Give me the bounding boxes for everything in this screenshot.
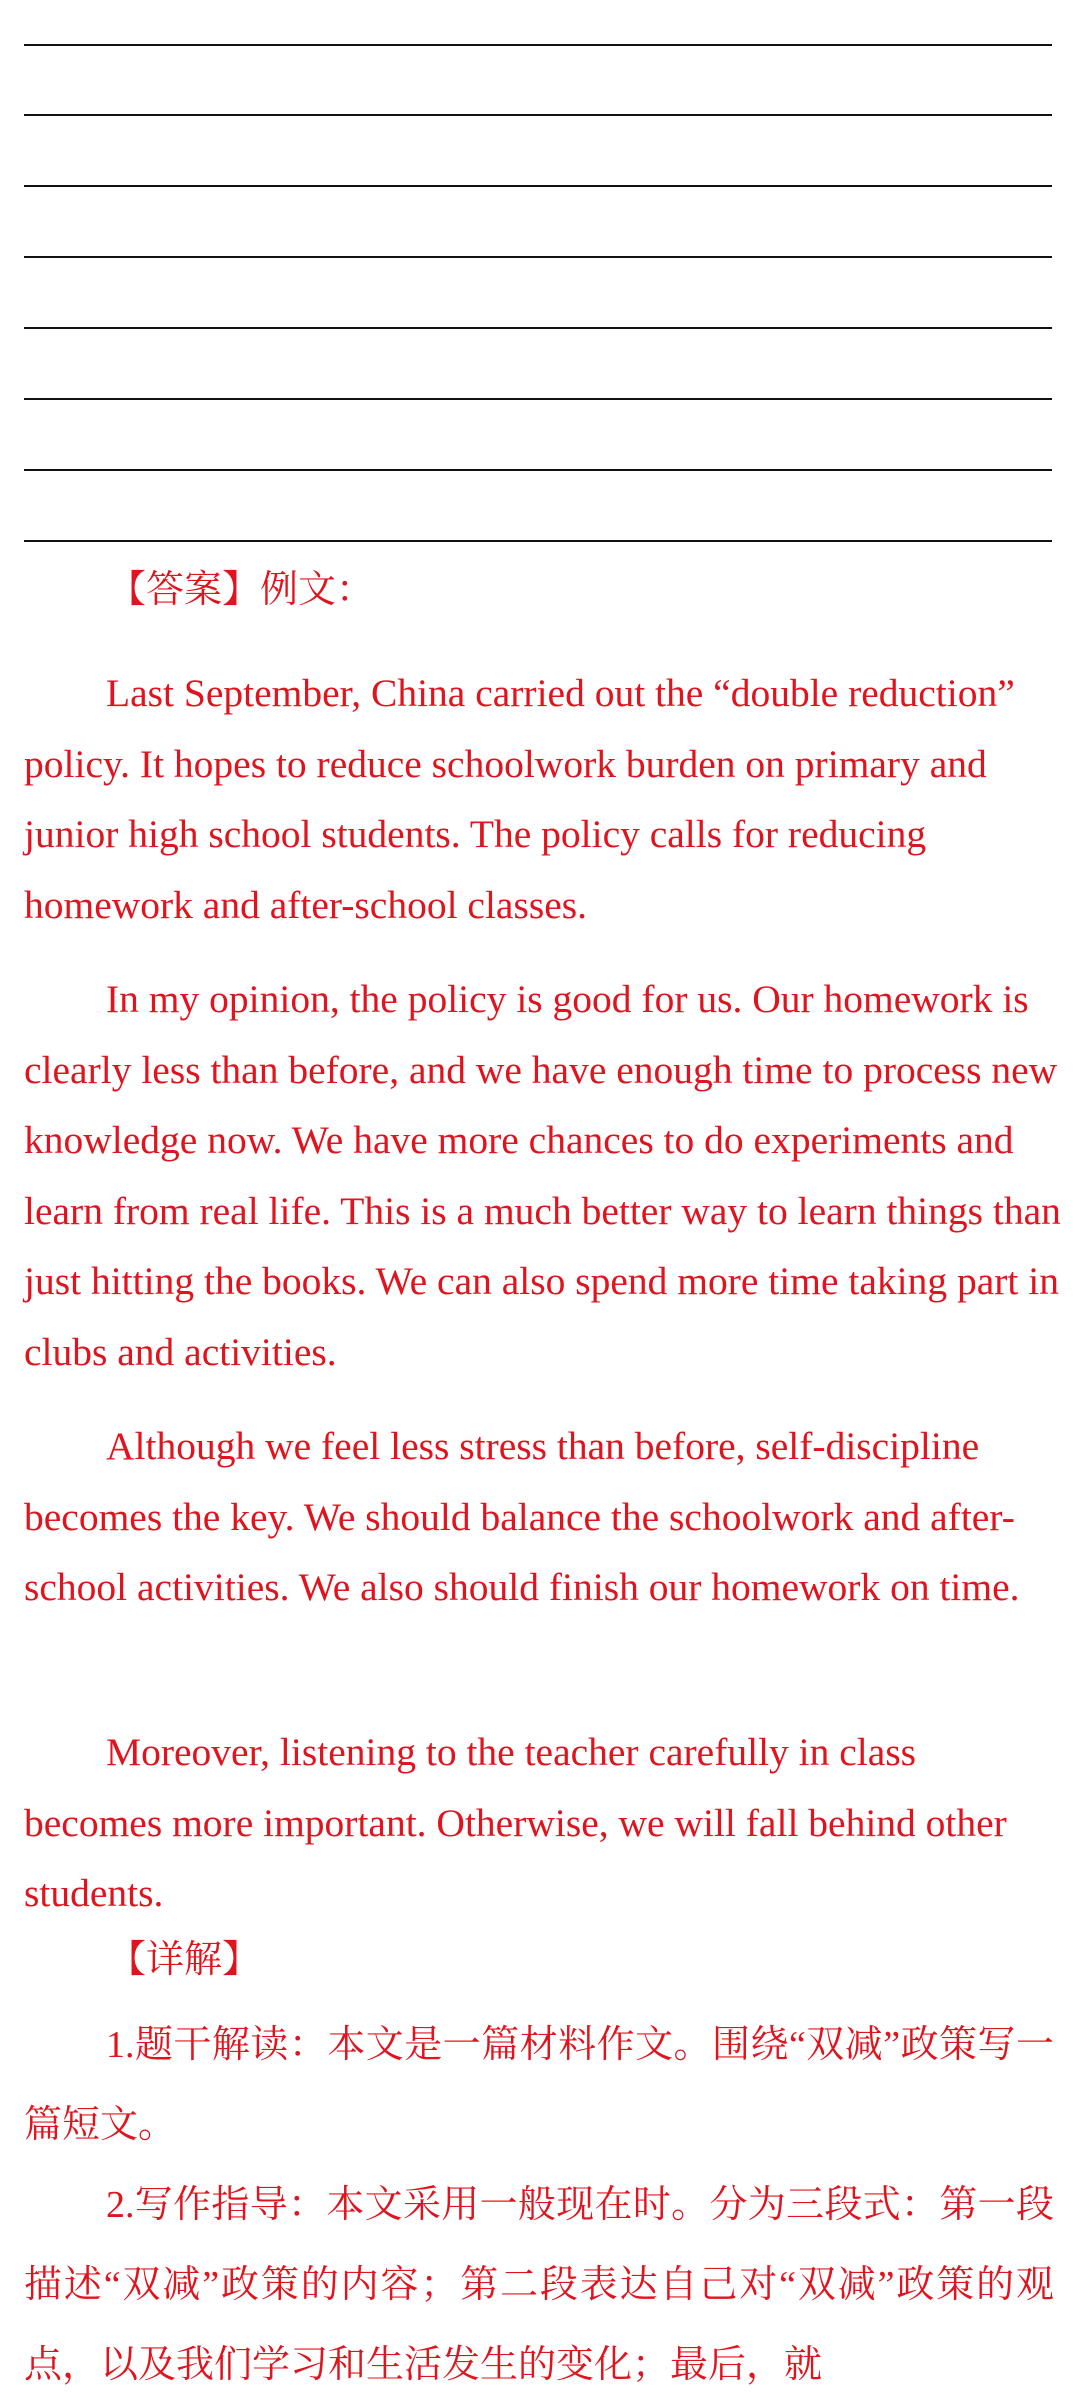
- answer-heading: 【答案】例文：: [108, 569, 375, 611]
- answer-line: [24, 327, 1052, 329]
- essay-paragraph: In my opinion, the policy is good for us. Our homework is clearly less than before, and we have enough time to process new knowledge now. We have more chances to do experiments and learn from real life. This is a much better way to learn things than just hitting the books. We can also spend more time taking part in clubs and activities.: [24, 977, 1061, 1374]
- essay-paragraph-1-block: [24, 658, 1064, 940]
- essay-paragraph-3-block: [24, 1411, 1064, 1623]
- answer-line: [24, 469, 1052, 471]
- detail-heading: 【详解】: [108, 1939, 261, 1981]
- answer-line: [24, 540, 1052, 542]
- detail-paragraph: 2.写作指导：本文采用一般现在时。分为三段式：第一段描述“双减”政策的内容；第二段表达自己对“双减”政策的观点，以及我们学习和生活发生的变化；最后，就: [24, 2184, 1054, 2386]
- essay-paragraph-4-block: [24, 1717, 1064, 1929]
- essay-paragraph: Although we feel less stress than before, self-discipline becomes the key. We should balance the schoolwork and after-school activities. We also should finish our homework on time.: [24, 1424, 1020, 1610]
- answer-line: [24, 114, 1052, 116]
- answer-line: [24, 185, 1052, 187]
- answer-line: [24, 256, 1052, 258]
- essay-paragraph: Moreover, listening to the teacher carefully in class becomes more important. Otherwise, we will fall behind other students.: [24, 1730, 1007, 1916]
- answer-line: [24, 398, 1052, 400]
- answer-line: [24, 44, 1052, 46]
- essay-paragraph-2-block: [24, 964, 1064, 1388]
- detail-paragraph: 1.题干解读：本文是一篇材料作文。围绕“双减”政策写一篇短文。: [24, 2024, 1054, 2146]
- essay-paragraph: Last September, China carried out the “double reduction” policy. It hopes to reduce schoolwork burden on primary and junior high school students. The policy calls for reducing homework and after-school classes.: [24, 671, 1015, 927]
